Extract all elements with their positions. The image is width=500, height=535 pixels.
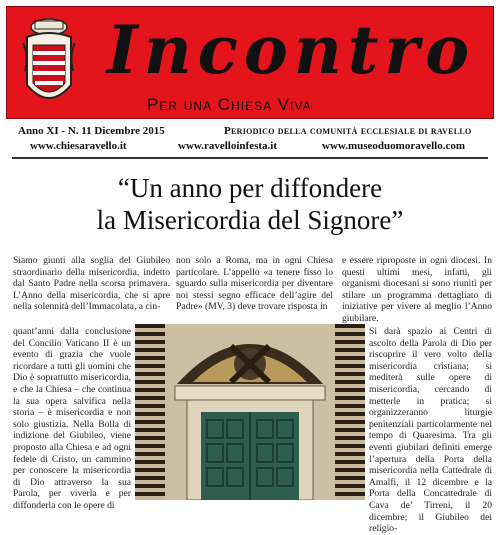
article-paragraph: Siamo giunti alla soglia del Giubileo straordinario della misericordia, indetto dal Santo Padre nella scorsa primavera. L’Anno della misericordia, che si apre nella solennità dell’Immacolata, a cin- <box>13 255 170 313</box>
article-headline <box>20 172 480 236</box>
newspaper-subtitle: Per una Chiesa Viva <box>147 95 312 114</box>
article-paragraph: Si darà spazio ai Centri di ascolto della Parola di Dio per riscoprire il vero volto della misericordia cristiana; si mediterà sulle opere di misericordia, cercando di metterle in pratica; si organizzeranno liturgie penitenziali particolarmente nel tempo di Quaresima. Tra gli eventi giubilari definiti emerge l’apertura della Porta della misericordia nella Cattedrale di Amalfi, il 12 dicembre e la Porta della Concattedrale di Cava de’ Tirreni, il 20 dicembre; il Giubileo dei religio- <box>369 326 492 535</box>
article-column-3-top <box>342 255 492 325</box>
website-link-ravelloinfesta[interactable]: www.ravelloinfesta.it <box>178 140 277 152</box>
article-column-3-bottom <box>369 326 492 535</box>
periodical-description: Periodico della comunità ecclesiale di ravello <box>224 125 472 137</box>
article-paragraph: quant’anni dalla conclusione del Concilio Vaticano II è un evento di grazia che vuole ricordare a tutti gli uomini che Dio è soprattutto misericordia, e che la Chiesa – che continua la sua opera salvifica nella storia – è misericordia e non solo giustizia. Nella Bolla di indizione del Giubileo, viene proposto alla Chiesa e ad ogni fedele di Cristo, un cammino per conoscere la misericordia di Dio attraverso la sua Parola, per viverla e per diffonderla con le opere di <box>13 326 131 511</box>
issue-number: Anno XI - N. 11 Dicembre 2015 <box>18 125 165 137</box>
website-link-museo[interactable]: www.museoduomoravello.com <box>322 140 465 152</box>
coat-of-arms-icon <box>21 15 77 113</box>
website-link-chiesa[interactable]: www.chiesaravello.it <box>30 140 127 152</box>
article-paragraph: non solo a Roma, ma in ogni Chiesa particolare. L’appello «a tenere fisso lo sguardo sulla misericordia per diventare noi stessi segno efficace dell’agire del Padre» (MV, 3) deve trovare risposta in <box>176 255 333 313</box>
newspaper-title: Incontro <box>106 11 476 89</box>
headline-line-2: la Misericordia del Signore” <box>96 205 404 235</box>
divider <box>12 157 488 159</box>
article-paragraph: e essere riproposte in ogni diocesi. In questi ultimi mesi, infatti, gli organismi diocesani si sono riuniti per stilare un programma dettagliato di iniziative per vivere al meglio l’Anno giubilare. <box>342 255 492 324</box>
article-column-1-top <box>13 255 170 313</box>
masthead <box>6 6 494 119</box>
article-column-1-bottom <box>13 326 131 512</box>
article-column-2-top <box>176 255 333 313</box>
cathedral-door-photo <box>135 324 365 500</box>
headline-line-1: “Un anno per diffondere <box>117 173 383 203</box>
issue-row <box>18 125 488 139</box>
websites-row <box>0 140 500 154</box>
